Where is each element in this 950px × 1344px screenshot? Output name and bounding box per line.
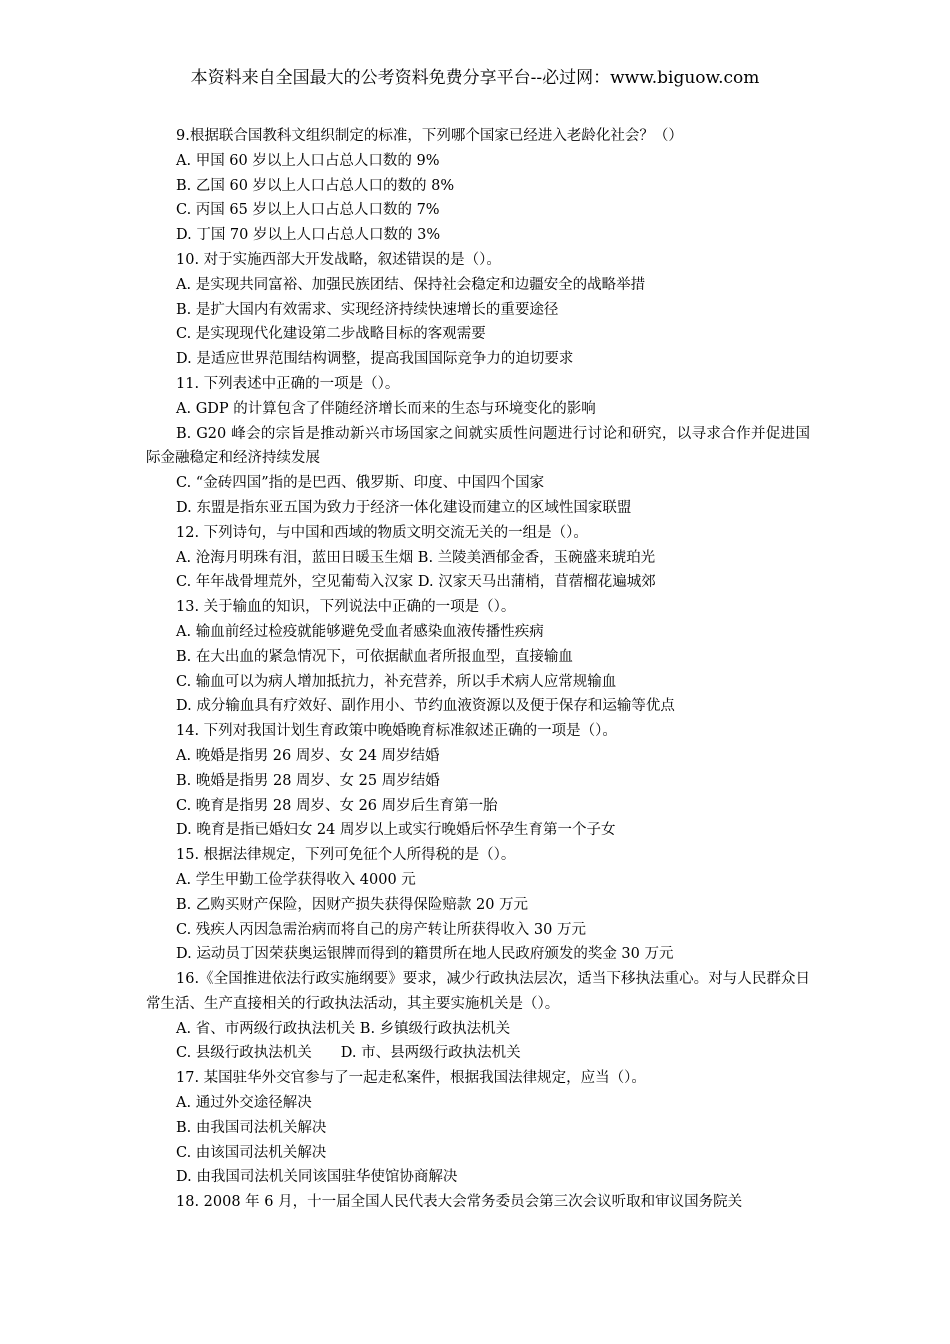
- question-15-option-a: A. 学生甲勤工俭学获得收入 4000 元: [176, 871, 416, 888]
- page-header: 本资料来自全国最大的公考资料免费分享平台--必过网：www.biguow.com: [190, 68, 760, 88]
- question-10-option-b: B. 是扩大国内有效需求、实现经济持续快速增长的重要途径: [176, 301, 559, 318]
- question-13-stem: 13. 关于输血的知识，下列说法中正确的一项是（）。: [176, 599, 516, 616]
- question-16-options-cd: C. 县级行政执法机关 D. 市、县两级行政执法机关: [176, 1045, 521, 1062]
- question-10-stem: 10. 对于实施西部大开发战略，叙述错误的是（）。: [176, 251, 501, 268]
- question-15-stem: 15. 根据法律规定，下列可免征个人所得税的是（）。: [176, 847, 516, 864]
- question-text-body: [146, 124, 810, 1215]
- question-11-stem: 11. 下列表述中正确的一项是（）。: [176, 375, 400, 392]
- question-15-option-b: B. 乙购买财产保险，因财产损失获得保险赔款 20 万元: [176, 896, 529, 913]
- question-17-stem: 17. 某国驻华外交官参与了一起走私案件，根据我国法律规定，应当（）。: [176, 1070, 646, 1087]
- question-16-options-ab: A. 省、市两级行政执法机关 B. 乡镇级行政执法机关: [176, 1020, 511, 1037]
- question-14-option-a: A. 晚婚是指男 26 周岁、女 24 周岁结婚: [176, 747, 440, 764]
- question-11-option-b: B. G20 峰会的宗旨是推动新兴市场国家之间就实质性问题进行讨论和研究，以寻求合作并促进国际金融稳定和经济持续发展: [146, 425, 810, 467]
- question-17-option-a: A. 通过外交途径解决: [176, 1095, 312, 1112]
- question-9-option-a: A. 甲国 60 岁以上人口占总人口数的 9%: [176, 152, 440, 169]
- question-16-stem: 16.《全国推进依法行政实施纲要》要求，减少行政执法层次，适当下移执法重心。对与人民群众日常生活、生产直接相关的行政执法活动，其主要实施机关是（）。: [146, 971, 810, 1012]
- question-10-option-d: D. 是适应世界范围结构调整，提高我国国际竞争力的迫切要求: [176, 351, 574, 368]
- question-10-option-c: C. 是实现现代化建设第二步战略目标的客观需要: [176, 326, 486, 343]
- question-9-option-d: D. 丁国 70 岁以上人口占总人口数的 3%: [176, 227, 441, 244]
- question-14-stem: 14. 下列对我国计划生育政策中晚婚晚育标准叙述正确的一项是（）。: [176, 723, 617, 740]
- question-13-option-c: C. 输血可以为病人增加抵抗力，补充营养，所以手术病人应常规输血: [176, 673, 617, 690]
- question-14-option-c: C. 晚育是指男 28 周岁、女 26 周岁后生育第一胎: [176, 797, 498, 814]
- question-13-option-a: A. 输血前经过检疫就能够避免受血者感染血液传播性疾病: [176, 623, 544, 640]
- question-18-stem: 18. 2008 年 6 月，十一届全国人民代表大会常务委员会第三次会议听取和审议国务院关: [176, 1194, 743, 1211]
- question-14-option-d: D. 晚育是指已婚妇女 24 周岁以上或实行晚婚后怀孕生育第一个子女: [176, 822, 616, 839]
- question-9-option-c: C. 丙国 65 岁以上人口占总人口数的 7%: [176, 202, 440, 219]
- question-12-options-cd: C. 年年战骨埋荒外，空见葡萄入汉家 D. 汉家天马出蒲梢，苜蓿榴花遍城郊: [176, 574, 656, 591]
- question-13-option-d: D. 成分输血具有疗效好、副作用小、节约血液资源以及便于保存和运输等优点: [176, 698, 675, 715]
- question-17-option-c: C. 由该国司法机关解决: [176, 1144, 327, 1161]
- question-15-option-c: C. 残疾人丙因急需治病而将自己的房产转让所获得收入 30 万元: [176, 921, 586, 938]
- question-10-option-a: A. 是实现共同富裕、加强民族团结、保持社会稳定和边疆安全的战略举措: [176, 276, 646, 293]
- question-13-option-b: B. 在大出血的紧急情况下，可依据献血者所报血型，直接输血: [176, 648, 573, 665]
- question-9-option-b: B. 乙国 60 岁以上人口占总人口的数的 8%: [176, 177, 455, 194]
- question-17-option-d: D. 由我国司法机关同该国驻华使馆协商解决: [176, 1169, 458, 1186]
- question-17-option-b: B. 由我国司法机关解决: [176, 1119, 327, 1136]
- question-11-option-c: C. “金砖四国”指的是巴西、俄罗斯、印度、中国四个国家: [176, 475, 545, 492]
- question-12-options-ab: A. 沧海月明珠有泪，蓝田日暖玉生烟 B. 兰陵美酒郁金香，玉碗盛来琥珀光: [176, 549, 656, 566]
- question-11-option-d: D. 东盟是指东亚五国为致力于经济一体化建设而建立的区域性国家联盟: [176, 499, 632, 516]
- question-14-option-b: B. 晚婚是指男 28 周岁、女 25 周岁结婚: [176, 772, 440, 789]
- question-11-option-a: A. GDP 的计算包含了伴随经济增长而来的生态与环境变化的影响: [176, 400, 596, 417]
- question-9-stem: 9.根据联合国教科文组织制定的标准，下列哪个国家已经进入老龄化社会？（）: [176, 128, 683, 144]
- question-15-option-d: D. 运动员丁因荣获奥运银牌而得到的籍贯所在地人民政府颁发的奖金 30 万元: [176, 946, 674, 963]
- question-12-stem: 12. 下列诗句，与中国和西域的物质文明交流无关的一组是（）。: [176, 524, 588, 541]
